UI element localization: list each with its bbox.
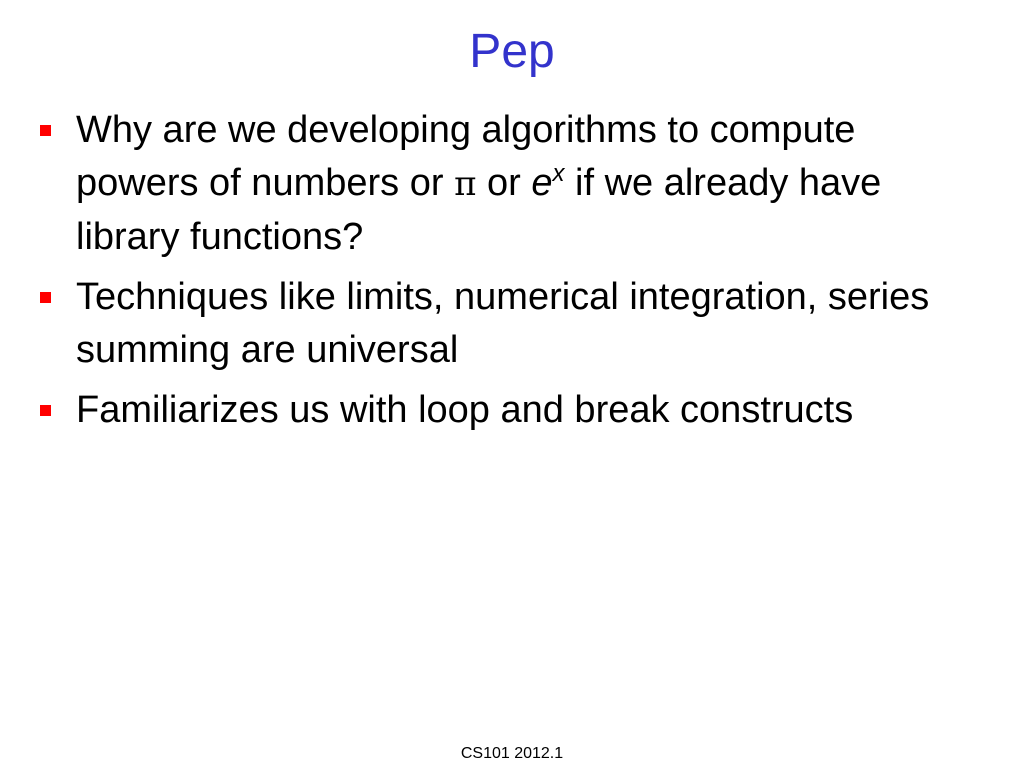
bullet-item-2 [40,271,980,377]
bullet-text-part-c: if we already have library functions? [76,162,882,258]
bullet-square-icon [40,125,51,136]
bullet-text: Techniques like limits, numerical integration, series summing are universal [76,276,930,371]
slide-title: Pep [469,25,555,78]
slide-footer: CS101 2012.1 [460,745,564,762]
e-variable: e [531,162,553,204]
bullet-item-3 [40,384,980,437]
pi-symbol: π [454,164,477,204]
bullet-text: Familiarizes us with loop and break constructs [76,389,854,431]
x-superscript: x [552,160,565,187]
bullet-square-icon [40,405,51,416]
bullet-item-1 [40,104,980,264]
bullet-list [40,104,980,444]
bullet-text-part-a: Why are we developing algorithms to compute powers of numbers or [76,109,856,204]
bullet-square-icon [40,292,51,303]
bullet-text-part-b: or [476,162,532,204]
